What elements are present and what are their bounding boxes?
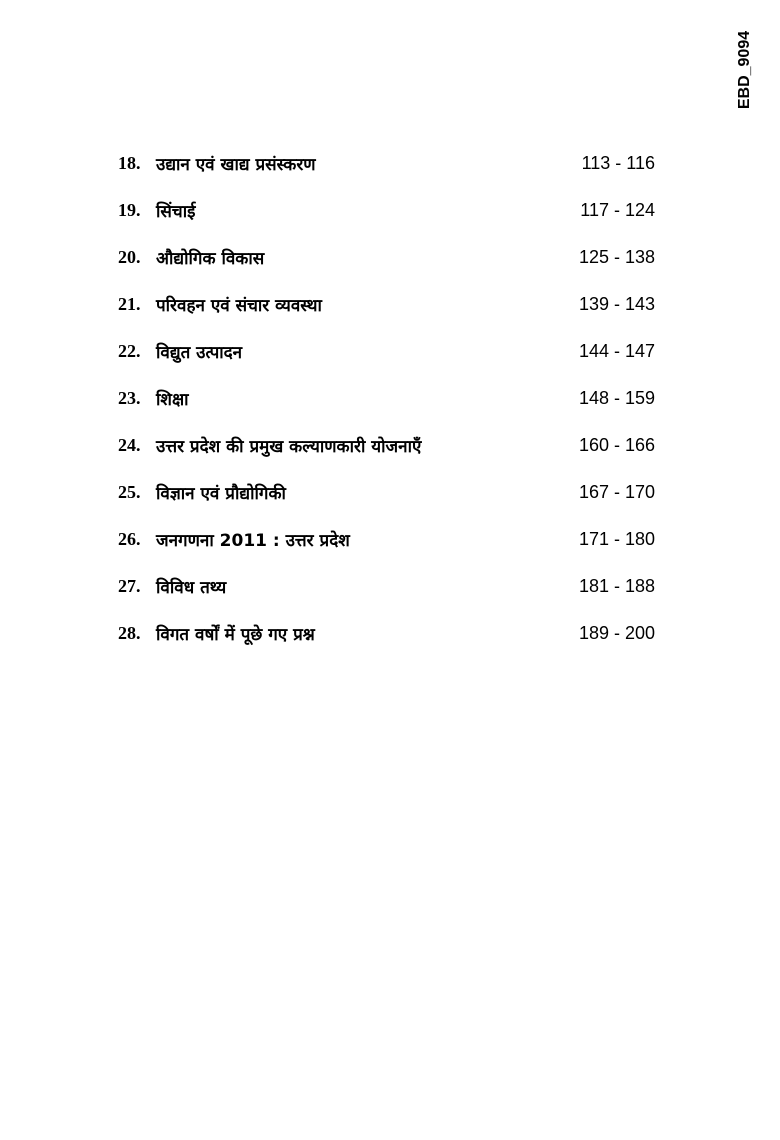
- toc-entry[interactable]: [118, 234, 655, 281]
- toc-entry[interactable]: [118, 187, 655, 234]
- entry-pages: 189 - 200: [578, 623, 655, 643]
- entry-number: 21.: [118, 294, 141, 314]
- entry-title: जनगणना 2011 : उत्तर प्रदेश: [156, 531, 350, 551]
- entry-pages: 144 - 147: [578, 341, 655, 361]
- toc-entry[interactable]: [118, 140, 655, 187]
- toc-entry[interactable]: [118, 281, 655, 328]
- toc-entry[interactable]: [118, 328, 655, 375]
- entry-title: विद्युत उत्पादन: [156, 343, 243, 363]
- document-code: EBD_9094: [736, 30, 753, 110]
- entry-pages: 148 - 159: [578, 388, 655, 408]
- entry-number: 25.: [118, 482, 141, 502]
- entry-title: सिंचाई: [156, 202, 196, 222]
- toc-entry[interactable]: [118, 375, 655, 422]
- entry-title: विज्ञान एवं प्रौद्योगिकी: [156, 484, 286, 504]
- entry-pages: 167 - 170: [578, 482, 655, 502]
- entry-number: 18.: [118, 153, 141, 173]
- entry-title: विगत वर्षों में पूछे गए प्रश्न: [156, 625, 315, 645]
- entry-title: औद्योगिक विकास: [156, 249, 265, 269]
- entry-title: विविध तथ्य: [156, 578, 227, 598]
- entry-number: 22.: [118, 341, 141, 361]
- toc-entry[interactable]: [118, 469, 655, 516]
- entry-title: शिक्षा: [156, 390, 189, 410]
- entry-title: उद्यान एवं खाद्य प्रसंस्करण: [156, 155, 316, 175]
- table-of-contents: [118, 140, 655, 657]
- entry-number: 23.: [118, 388, 141, 408]
- entry-number: 28.: [118, 623, 141, 643]
- toc-entry[interactable]: [118, 563, 655, 610]
- entry-title: परिवहन एवं संचार व्यवस्था: [156, 296, 322, 316]
- entry-pages: 117 - 124: [580, 200, 655, 220]
- entry-pages: 160 - 166: [578, 435, 655, 455]
- entry-pages: 171 - 180: [578, 529, 655, 549]
- entry-pages: 125 - 138: [578, 247, 655, 267]
- toc-entry[interactable]: [118, 610, 655, 657]
- entry-pages: 139 - 143: [578, 294, 655, 314]
- entry-number: 26.: [118, 529, 141, 549]
- entry-number: 27.: [118, 576, 141, 596]
- entry-number: 20.: [118, 247, 141, 267]
- entry-number: 19.: [118, 200, 141, 220]
- entry-title: उत्तर प्रदेश की प्रमुख कल्याणकारी योजनाएँ: [156, 437, 422, 457]
- entry-pages: 113 - 116: [581, 153, 655, 173]
- toc-entry[interactable]: [118, 422, 655, 469]
- toc-entry[interactable]: [118, 516, 655, 563]
- entry-number: 24.: [118, 435, 141, 455]
- entry-pages: 181 - 188: [578, 576, 655, 596]
